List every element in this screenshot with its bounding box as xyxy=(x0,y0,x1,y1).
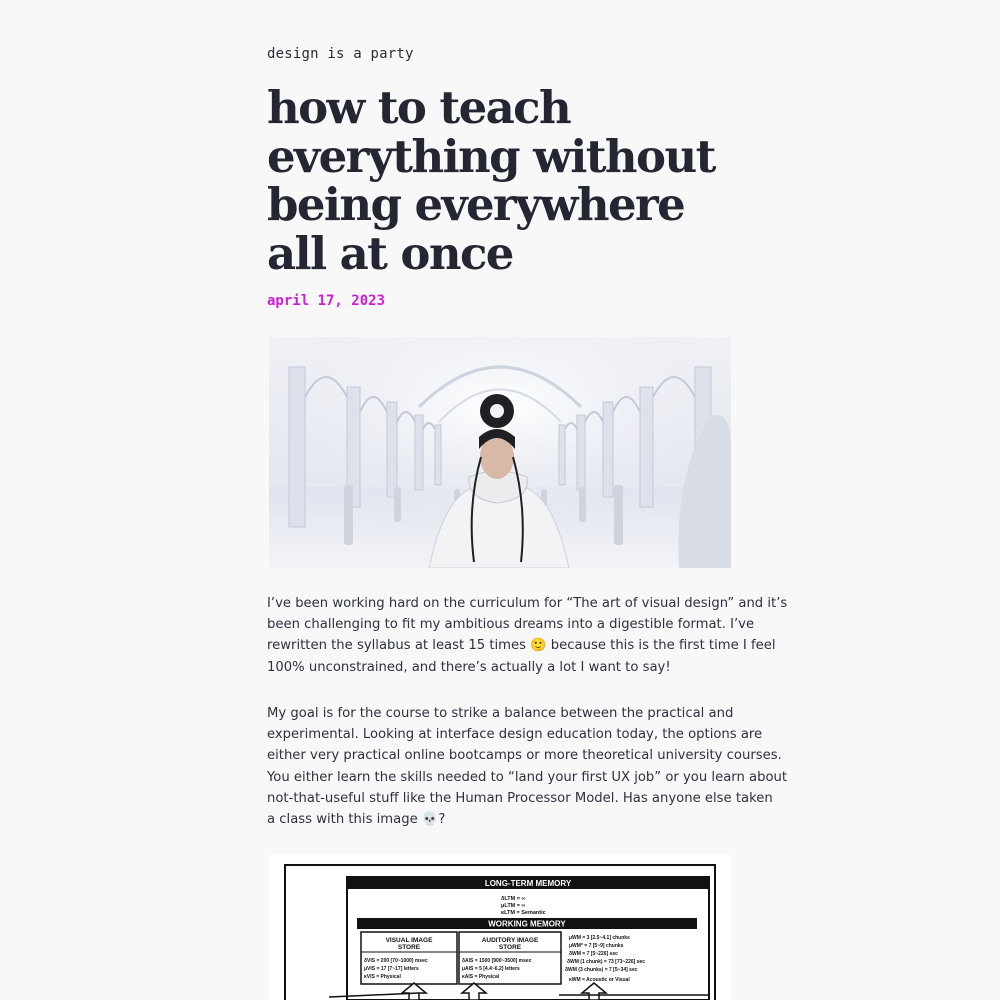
paragraph-line: experimental. Looking at interface design education today, the options are xyxy=(267,727,763,743)
visual-store-label: VISUAL IMAGE xyxy=(385,937,433,944)
paragraph-line: either very practical online bootcamps or more theoretical university courses. xyxy=(267,748,782,764)
paragraph-line: My goal is for the course to strike a balance between the practical and xyxy=(267,706,734,721)
goal-paragraph xyxy=(267,703,788,830)
human-processor-model-diagram xyxy=(269,855,731,1000)
wm-header: WORKING MEMORY xyxy=(488,919,566,929)
wm-param: κWM = Acoustic or Visual xyxy=(569,977,630,983)
auditory-param: μAIS = 5 [4.4~6.2] letters xyxy=(462,966,520,972)
wm-param: δWM (3 chunks) = 7 [5~34] sec xyxy=(565,967,638,973)
hero-image xyxy=(269,337,731,568)
paragraph-line: rewritten the syllabus at least 15 times 🙂 because this is the first time I feel xyxy=(267,638,776,654)
post-date: april 17, 2023 xyxy=(267,293,386,309)
post-title-line: all at once xyxy=(267,226,513,280)
paragraph-line: not-that-useful stuff like the Human Processor Model. Has anyone else taken xyxy=(267,790,773,806)
paragraph-line: You either learn the skills needed to “land your first UX job” or you learn about xyxy=(267,769,788,785)
ltm-header: LONG-TERM MEMORY xyxy=(484,879,572,888)
wm-param: μWM* = 7 [5~9] chunks xyxy=(569,943,624,949)
post-title-line: being everywhere xyxy=(267,178,685,231)
wm-param: δWM (1 chunk) = 73 [73~226] sec xyxy=(567,959,646,965)
visual-store-label: STORE xyxy=(397,944,421,951)
visual-param: μVIS = 17 [7~17] letters xyxy=(364,966,419,972)
paragraph-line: been challenging to fit my ambitious dreams into a digestible format. I’ve xyxy=(267,617,755,633)
wm-param: δWM = 7 [5~226] sec xyxy=(569,951,618,957)
paragraph-line: I’ve been working hard on the curriculum for “The art of visual design” and it’s xyxy=(267,596,788,611)
auditory-param: δAIS = 1500 [900~3500] msec xyxy=(462,958,532,964)
auditory-store-label: AUDITORY IMAGE xyxy=(481,937,539,944)
auditory-param: κAIS = Physical xyxy=(462,974,500,980)
visual-param: κVIS = Physical xyxy=(364,974,401,980)
ltm-param: κLTM = Semantic xyxy=(501,910,546,916)
paragraph-line: 100% unconstrained, and there’s actually a lot I want to say! xyxy=(267,659,671,675)
auditory-store-label: STORE xyxy=(498,944,522,951)
wm-param: μWM = 3 [2.5~4.1] chunks xyxy=(569,935,630,941)
paragraph-line: a class with this image 💀? xyxy=(267,812,446,828)
ltm-param: μLTM = ∞ xyxy=(501,903,526,909)
site-name-link[interactable]: design is a party xyxy=(267,46,414,62)
post-title xyxy=(267,81,737,280)
intro-paragraph xyxy=(267,593,788,678)
ltm-param: δLTM = ∞ xyxy=(501,896,526,902)
post-title-line: how to teach xyxy=(267,81,571,134)
post-title-line: everything without xyxy=(267,129,715,183)
visual-param: δVIS = 200 [70~1000] msec xyxy=(364,958,428,964)
